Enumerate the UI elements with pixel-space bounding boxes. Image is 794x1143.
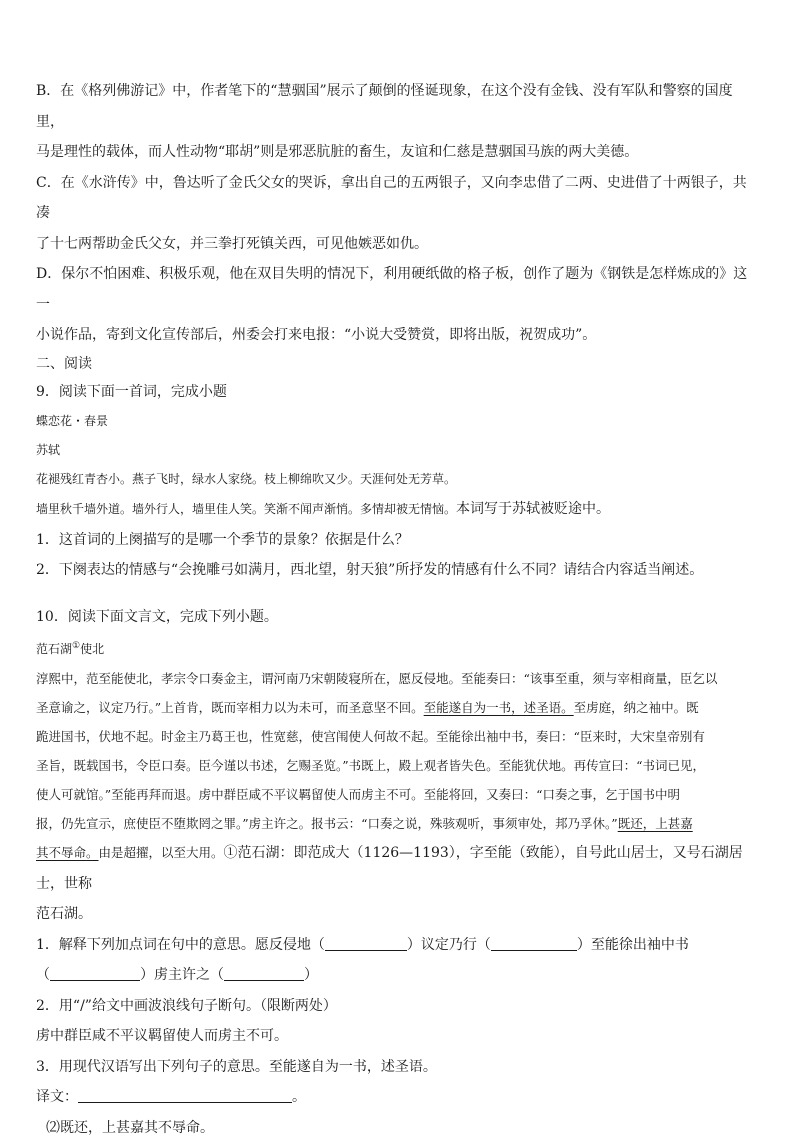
- option-c-line-1: C．在《水浒传》中，鲁达听了金氏父女的哭诉，拿出自己的五两银子，又向李忠借了二两、史进借了十两银子，共凑: [36, 168, 760, 229]
- translation-label: 译文：: [36, 1089, 78, 1105]
- question-10-3: 3．用现代汉语写出下列句子的意思。至能遂自为一书，述圣语。: [36, 1052, 760, 1083]
- q10-1-text-b: ）议定乃行（: [407, 937, 491, 953]
- q10-1-text-c: ）至能徐出袖中书: [577, 937, 689, 953]
- answer-blank-3[interactable]: [50, 966, 140, 981]
- question-10-3-2: ⑵既还，上甚嘉其不辱命。: [36, 1113, 760, 1143]
- section-heading: 二、阅读: [36, 351, 760, 377]
- translation-line: [36, 1082, 760, 1113]
- classical-line-1: 淳熙中，范至能使北，孝宗令口奏金主，谓河南乃宋朝陵寝所在，愿反侵地。至能奏曰：“该事至重，须与宰相商量，臣乞以: [36, 664, 760, 693]
- underlined-sentence-1: 至能遂自为一书，述圣语。: [424, 700, 574, 715]
- classical-line-2-b: 至虏庭，纳之袖中。既: [574, 700, 699, 715]
- answer-blank-2[interactable]: [491, 936, 577, 951]
- question-9-1: 1．这首词的上阕描写的是哪一个季节的景象？依据是什么？: [36, 525, 760, 556]
- q10-1-text-e: ）虏主许之（: [140, 967, 224, 983]
- poem-title: 蝶恋花・春景: [36, 407, 760, 436]
- classical-line-5: 使人可就馆。”至能再拜而退。虏中群臣咸不平议羁留使人而虏主不可。至能将回，又奏曰：“口奏之事，乞于国书中明: [36, 780, 760, 809]
- poem-line-2: [36, 494, 760, 525]
- classical-line-2-a: 圣意谕之，议定乃行。”上首肯，既而宰相力以为未可，而圣意坚不回。: [36, 700, 424, 715]
- option-c-line-2: 了十七两帮助金氏父女，并三拳打死镇关西，可见他嫉恶如仇。: [36, 229, 760, 260]
- translation-end: 。: [292, 1089, 306, 1105]
- option-b-line-2: 马是理性的载体，而人性动物“耶胡”则是邪恶肮脏的畜生，友谊和仁慈是慧骃国马族的两大美德。: [36, 137, 760, 168]
- poem-line-2-text: 墙里秋千墙外道。墙外行人，墙里佳人笑。笑渐不闻声渐悄。多情却被无情恼。: [36, 502, 456, 516]
- question-10-2: 2．用“/”给文中画波浪线句子断句。（限断两处）: [36, 991, 760, 1022]
- question-9-2: 2．下阕表达的情感与“会挽雕弓如满月，西北望，射天狼”所抒发的情感有什么不同？请结合内容适当阐述。: [36, 555, 760, 586]
- document-page: [36, 76, 760, 1143]
- footnote-text-end: 范石湖。: [36, 899, 760, 930]
- classical-text-title-part1: 范石湖: [36, 642, 72, 656]
- option-b-line-1: B．在《格列佛游记》中，作者笔下的“慧骃国”展示了颠倒的怪诞现象，在这个没有金钱、没有军队和警察的国度里，: [36, 76, 760, 137]
- classical-text-title: [36, 632, 760, 664]
- q10-1-text-a: 1．解释下列加点词在句中的意思。愿反侵地（: [36, 937, 325, 953]
- classical-line-2: [36, 693, 760, 722]
- answer-blank-1[interactable]: [325, 936, 407, 951]
- classical-line-4: 圣旨，既载国书，令臣口奏。臣今谨以书述，乞赐圣览。”书既上，殿上观者皆失色。至能犹伏地。再传宣曰：“书词已见，: [36, 751, 760, 780]
- footnote-marker: ①: [72, 641, 80, 651]
- spacer: [36, 586, 760, 602]
- footnote-text: ①范石湖：即范成大（1126—1193），字至能（致能），自号此山居士，又号石湖居士，世称: [36, 845, 743, 892]
- option-d-line-2: 小说作品，寄到文化宣传部后，州委会打来电报：“小说大受赞赏，即将出版，祝贺成功”。: [36, 320, 760, 351]
- underlined-sentence-2a: 既还，上甚嘉: [618, 816, 693, 831]
- question-9-title: 9．阅读下面一首词，完成小题: [36, 377, 760, 408]
- classical-line-7-a: 由是超擢，以至大用。: [99, 845, 224, 860]
- question-10-2-sentence: 虏中群臣咸不平议羁留使人而虏主不可。: [36, 1021, 760, 1052]
- question-10-1-cont: [36, 960, 760, 991]
- classical-line-6: [36, 809, 760, 838]
- poem-author: 苏轼: [36, 436, 760, 465]
- classical-line-3: 跪进国书，伏地不起。时金主乃葛王也，性宽慈，使宫闱使人何故不起。至能徐出袖中书，奏曰：“臣来时，大宋皇帝别有: [36, 722, 760, 751]
- underlined-sentence-2b: 其不辱命。: [36, 845, 99, 860]
- question-10-title: 10．阅读下面文言文，完成下列小题。: [36, 602, 760, 633]
- classical-line-6-a: 报，仍先宣示，庶使臣不堕欺罔之罪。”虏主许之。报书云：“口奏之说，殊骇观听，事须审处，邦乃孚休。”: [36, 816, 618, 831]
- translation-blank[interactable]: [78, 1088, 292, 1103]
- poem-line-1: 花褪残红青杏小。燕子飞时，绿水人家绕。枝上柳绵吹又少。天涯何处无芳草。: [36, 465, 760, 494]
- option-d-line-1: D．保尔不怕困难、积极乐观，他在双目失明的情况下，利用硬纸做的格子板，创作了题为《钢铁是怎样炼成的》这一: [36, 259, 760, 320]
- poem-note: 本词写于苏轼被贬途中。: [456, 501, 610, 517]
- q10-1-text-d: （: [36, 967, 50, 983]
- classical-text-title-part2: 使北: [80, 642, 104, 656]
- q10-1-text-f: ）: [304, 967, 318, 983]
- classical-line-7: [36, 838, 760, 899]
- question-10-1: [36, 930, 760, 961]
- answer-blank-4[interactable]: [224, 966, 304, 981]
